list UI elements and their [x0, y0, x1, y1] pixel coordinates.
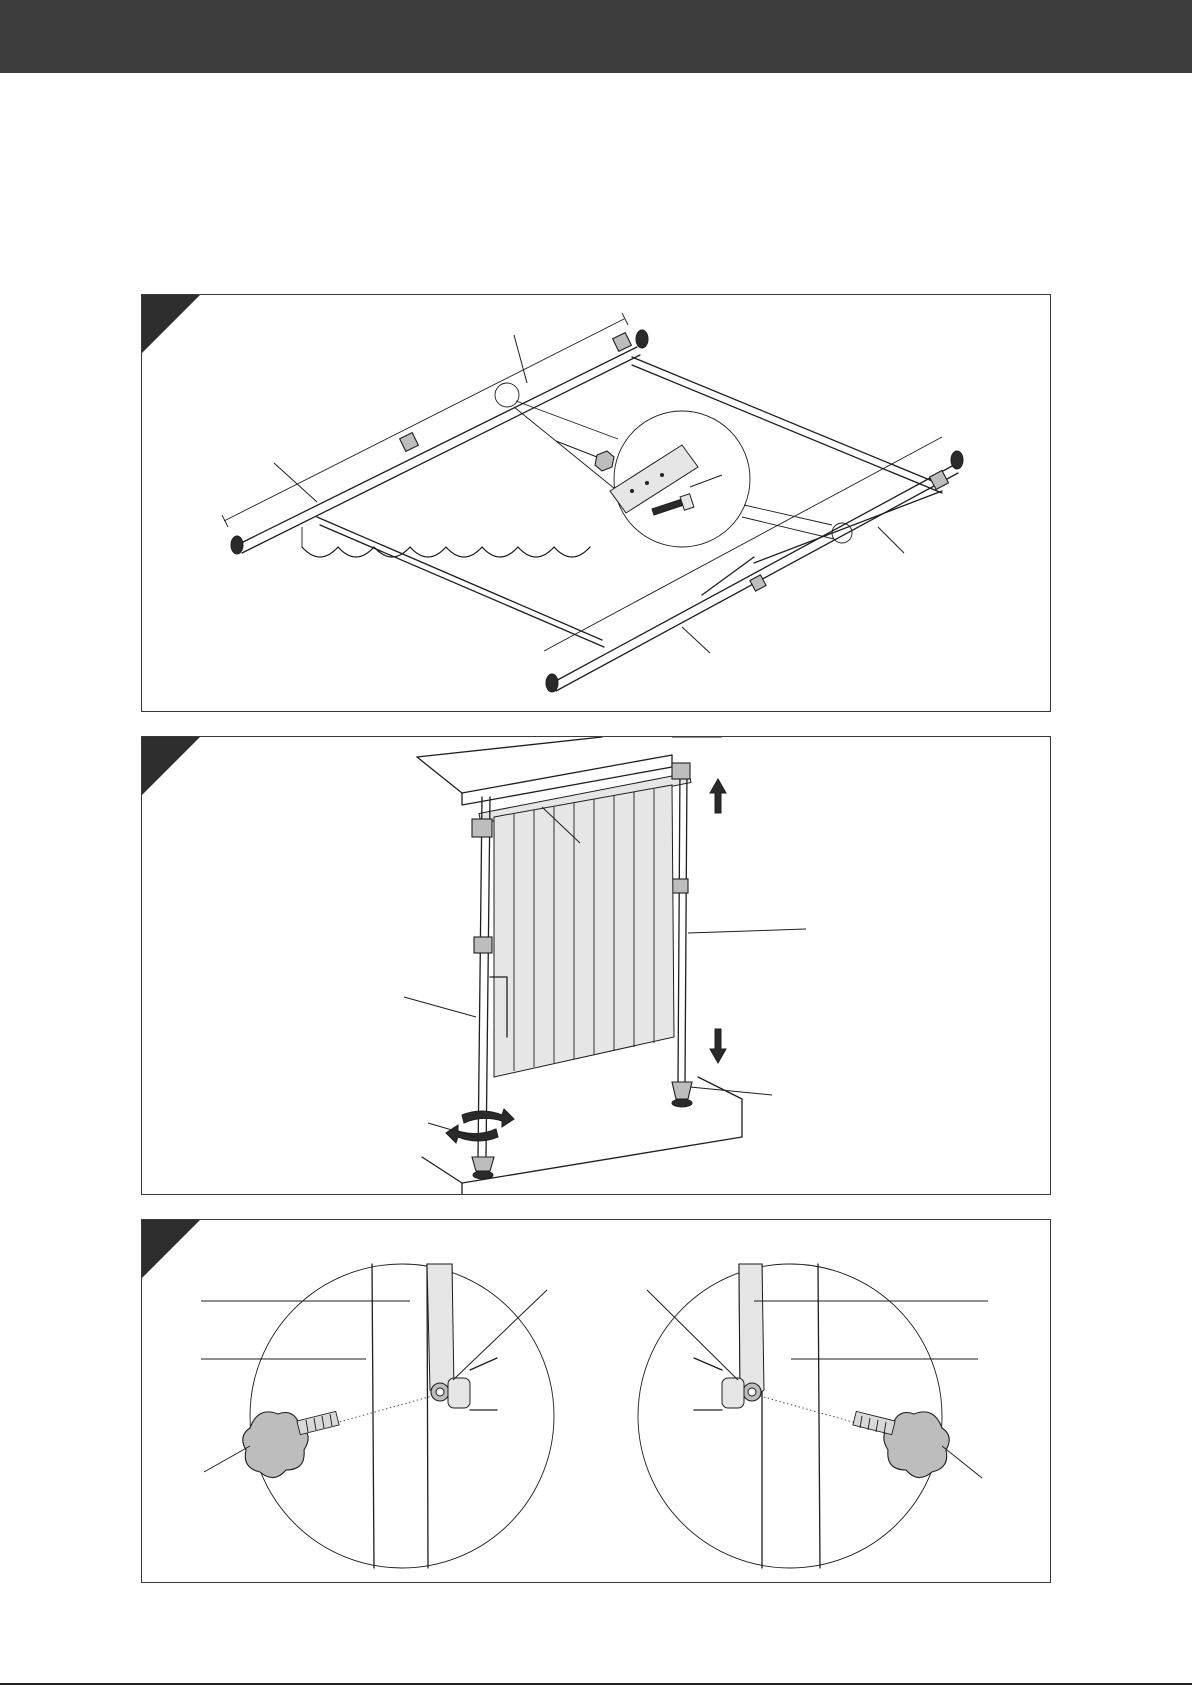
awning-frame-illustration — [142, 295, 1050, 711]
figure-2-panel — [141, 736, 1051, 1195]
knob-fixing-illustration — [142, 1220, 1050, 1582]
figure-3-panel — [141, 1219, 1051, 1583]
awning-installed-illustration — [142, 737, 1050, 1194]
header-band — [0, 0, 1192, 73]
figure-1-panel — [141, 294, 1051, 712]
